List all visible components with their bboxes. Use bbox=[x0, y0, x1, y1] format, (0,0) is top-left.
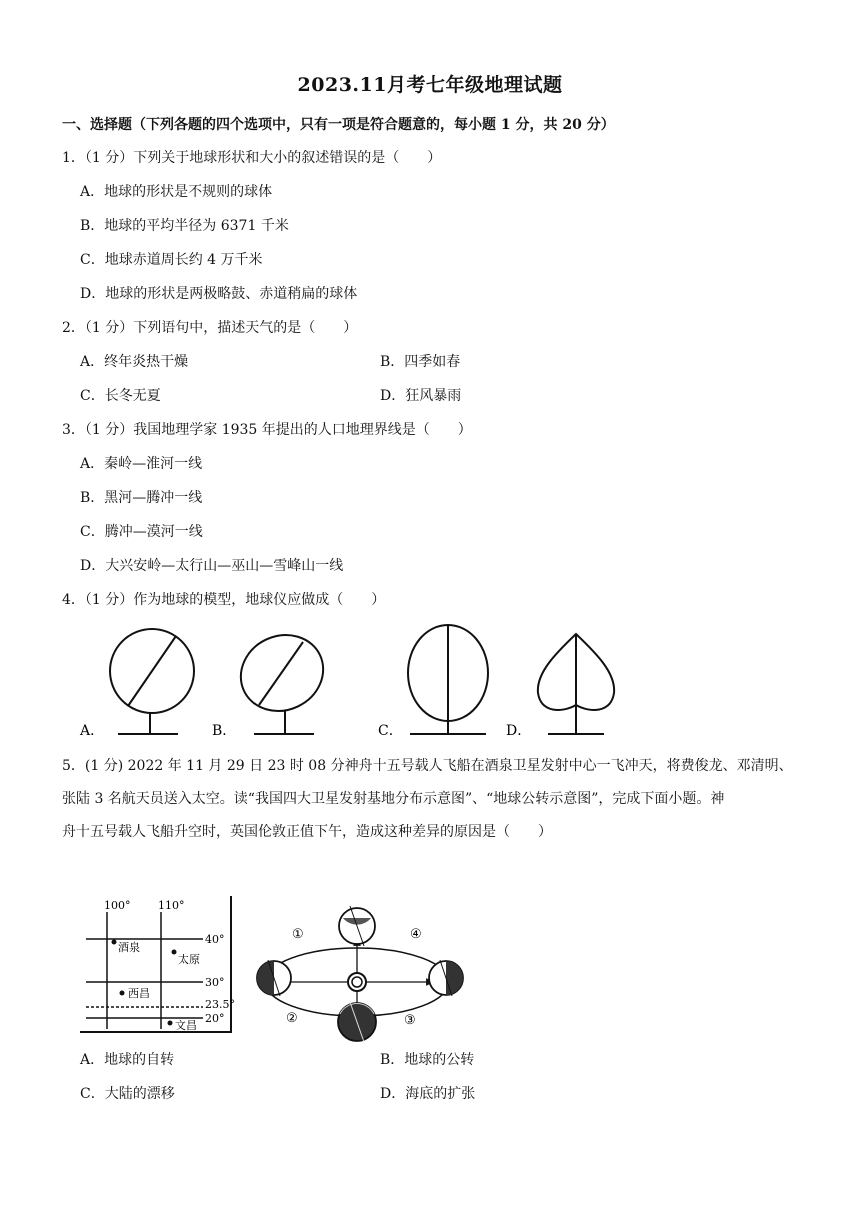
q2-option-a[interactable]: A．终年炎热干燥 bbox=[80, 354, 189, 370]
orbit-label-2: ② bbox=[286, 1011, 298, 1026]
question-2-stem: 2．（1 分）下列语句中，描述天气的是（ ） bbox=[62, 320, 358, 336]
map-lat-40: 40° bbox=[205, 933, 225, 946]
question-4-stem: 4．（1 分）作为地球的模型，地球仪应做成（ ） bbox=[62, 592, 386, 608]
orbit-label-3: ③ bbox=[404, 1013, 416, 1028]
question-3-stem: 3．（1 分）我国地理学家 1935 年提出的人口地理界线是（ ） bbox=[62, 422, 472, 438]
globe-shape-options-figure bbox=[0, 618, 860, 743]
globe-option-b-shape bbox=[228, 622, 335, 734]
question-5-line-1: 5．(1 分) 2022 年 11 月 29 日 23 时 08 分神舟十五号载人飞船在酒泉卫星发射中心一飞冲天，将费俊龙、邓清明、 bbox=[62, 758, 793, 774]
map-lat-20: 20° bbox=[205, 1012, 225, 1025]
city-label-taiyuan: 太原 bbox=[178, 953, 200, 966]
question-5-line-2: 张陆 3 名航天员送入太空。读“我国四大卫星发射基地分布示意图”、“地球公转示意图”，完成下面小题。神 bbox=[62, 791, 725, 807]
globe-label-b[interactable]: B． bbox=[212, 723, 237, 739]
globe-label-c[interactable]: C． bbox=[378, 723, 403, 739]
earth-right-icon bbox=[429, 960, 463, 996]
q5-option-c[interactable]: C．大陆的漂移 bbox=[80, 1086, 175, 1102]
city-dot-jiuquan bbox=[112, 940, 117, 945]
q3-option-b[interactable]: B．黑河—腾冲一线 bbox=[80, 490, 203, 506]
question-5-line-3: 舟十五号载人飞船升空时，英国伦敦正值下午，造成这种差异的原因是（ ） bbox=[62, 824, 552, 840]
earth-revolution-diagram bbox=[250, 898, 472, 1044]
map-lat-30: 30° bbox=[205, 976, 225, 989]
city-label-xichang: 西昌 bbox=[128, 987, 150, 1000]
city-label-jiuquan: 酒泉 bbox=[118, 941, 140, 954]
map-lat-23-5: 23.5° bbox=[205, 998, 235, 1011]
globe-option-a-shape bbox=[110, 629, 194, 734]
sun-icon bbox=[348, 973, 366, 991]
city-dot-xichang bbox=[120, 991, 125, 996]
q2-option-b[interactable]: B．四季如春 bbox=[380, 354, 461, 370]
globe-option-c-shape bbox=[408, 625, 488, 734]
orbit-label-4: ④ bbox=[410, 927, 422, 942]
q1-option-d[interactable]: D．地球的形状是两极略鼓、赤道稍扁的球体 bbox=[80, 286, 358, 302]
earth-top-icon bbox=[339, 906, 375, 946]
q1-option-a[interactable]: A．地球的形状是不规则的球体 bbox=[80, 184, 273, 200]
q5-option-b[interactable]: B．地球的公转 bbox=[380, 1052, 475, 1068]
city-dot-taiyuan bbox=[172, 950, 177, 955]
earth-left-icon bbox=[257, 960, 291, 996]
q3-option-c[interactable]: C．腾冲—漠河一线 bbox=[80, 524, 203, 540]
q3-option-d[interactable]: D．大兴安岭—太行山—巫山—雪峰山一线 bbox=[80, 558, 344, 574]
q5-option-a[interactable]: A．地球的自转 bbox=[80, 1052, 175, 1068]
earth-bottom-icon bbox=[338, 1002, 376, 1042]
q2-option-c[interactable]: C．长冬无夏 bbox=[80, 388, 161, 404]
section-heading: 一、选择题（下列各题的四个选项中，只有一项是符合题意的，每小题 1 分，共 20 分） bbox=[62, 117, 615, 133]
map-lon-110: 110° bbox=[158, 899, 185, 912]
q3-option-a[interactable]: A．秦岭—淮河一线 bbox=[80, 456, 203, 472]
q2-option-d[interactable]: D．狂风暴雨 bbox=[380, 388, 462, 404]
q5-option-d[interactable]: D．海底的扩张 bbox=[380, 1086, 476, 1102]
launch-site-map bbox=[78, 892, 248, 1037]
orbit-label-1: ① bbox=[292, 927, 304, 942]
city-dot-wenchang bbox=[168, 1021, 173, 1026]
q1-option-b[interactable]: B．地球的平均半径为 6371 千米 bbox=[80, 218, 289, 234]
page-title: 2023.11月考七年级地理试题 bbox=[297, 74, 563, 96]
city-label-wenchang: 文昌 bbox=[175, 1019, 197, 1032]
q1-option-c[interactable]: C．地球赤道周长约 4 万千米 bbox=[80, 252, 263, 268]
question-1-stem: 1．（1 分）下列关于地球形状和大小的叙述错误的是（ ） bbox=[62, 150, 442, 166]
globe-label-d[interactable]: D． bbox=[506, 723, 532, 739]
map-lon-100: 100° bbox=[104, 899, 131, 912]
globe-option-d-shape bbox=[538, 634, 614, 734]
globe-label-a[interactable]: A． bbox=[80, 723, 105, 739]
